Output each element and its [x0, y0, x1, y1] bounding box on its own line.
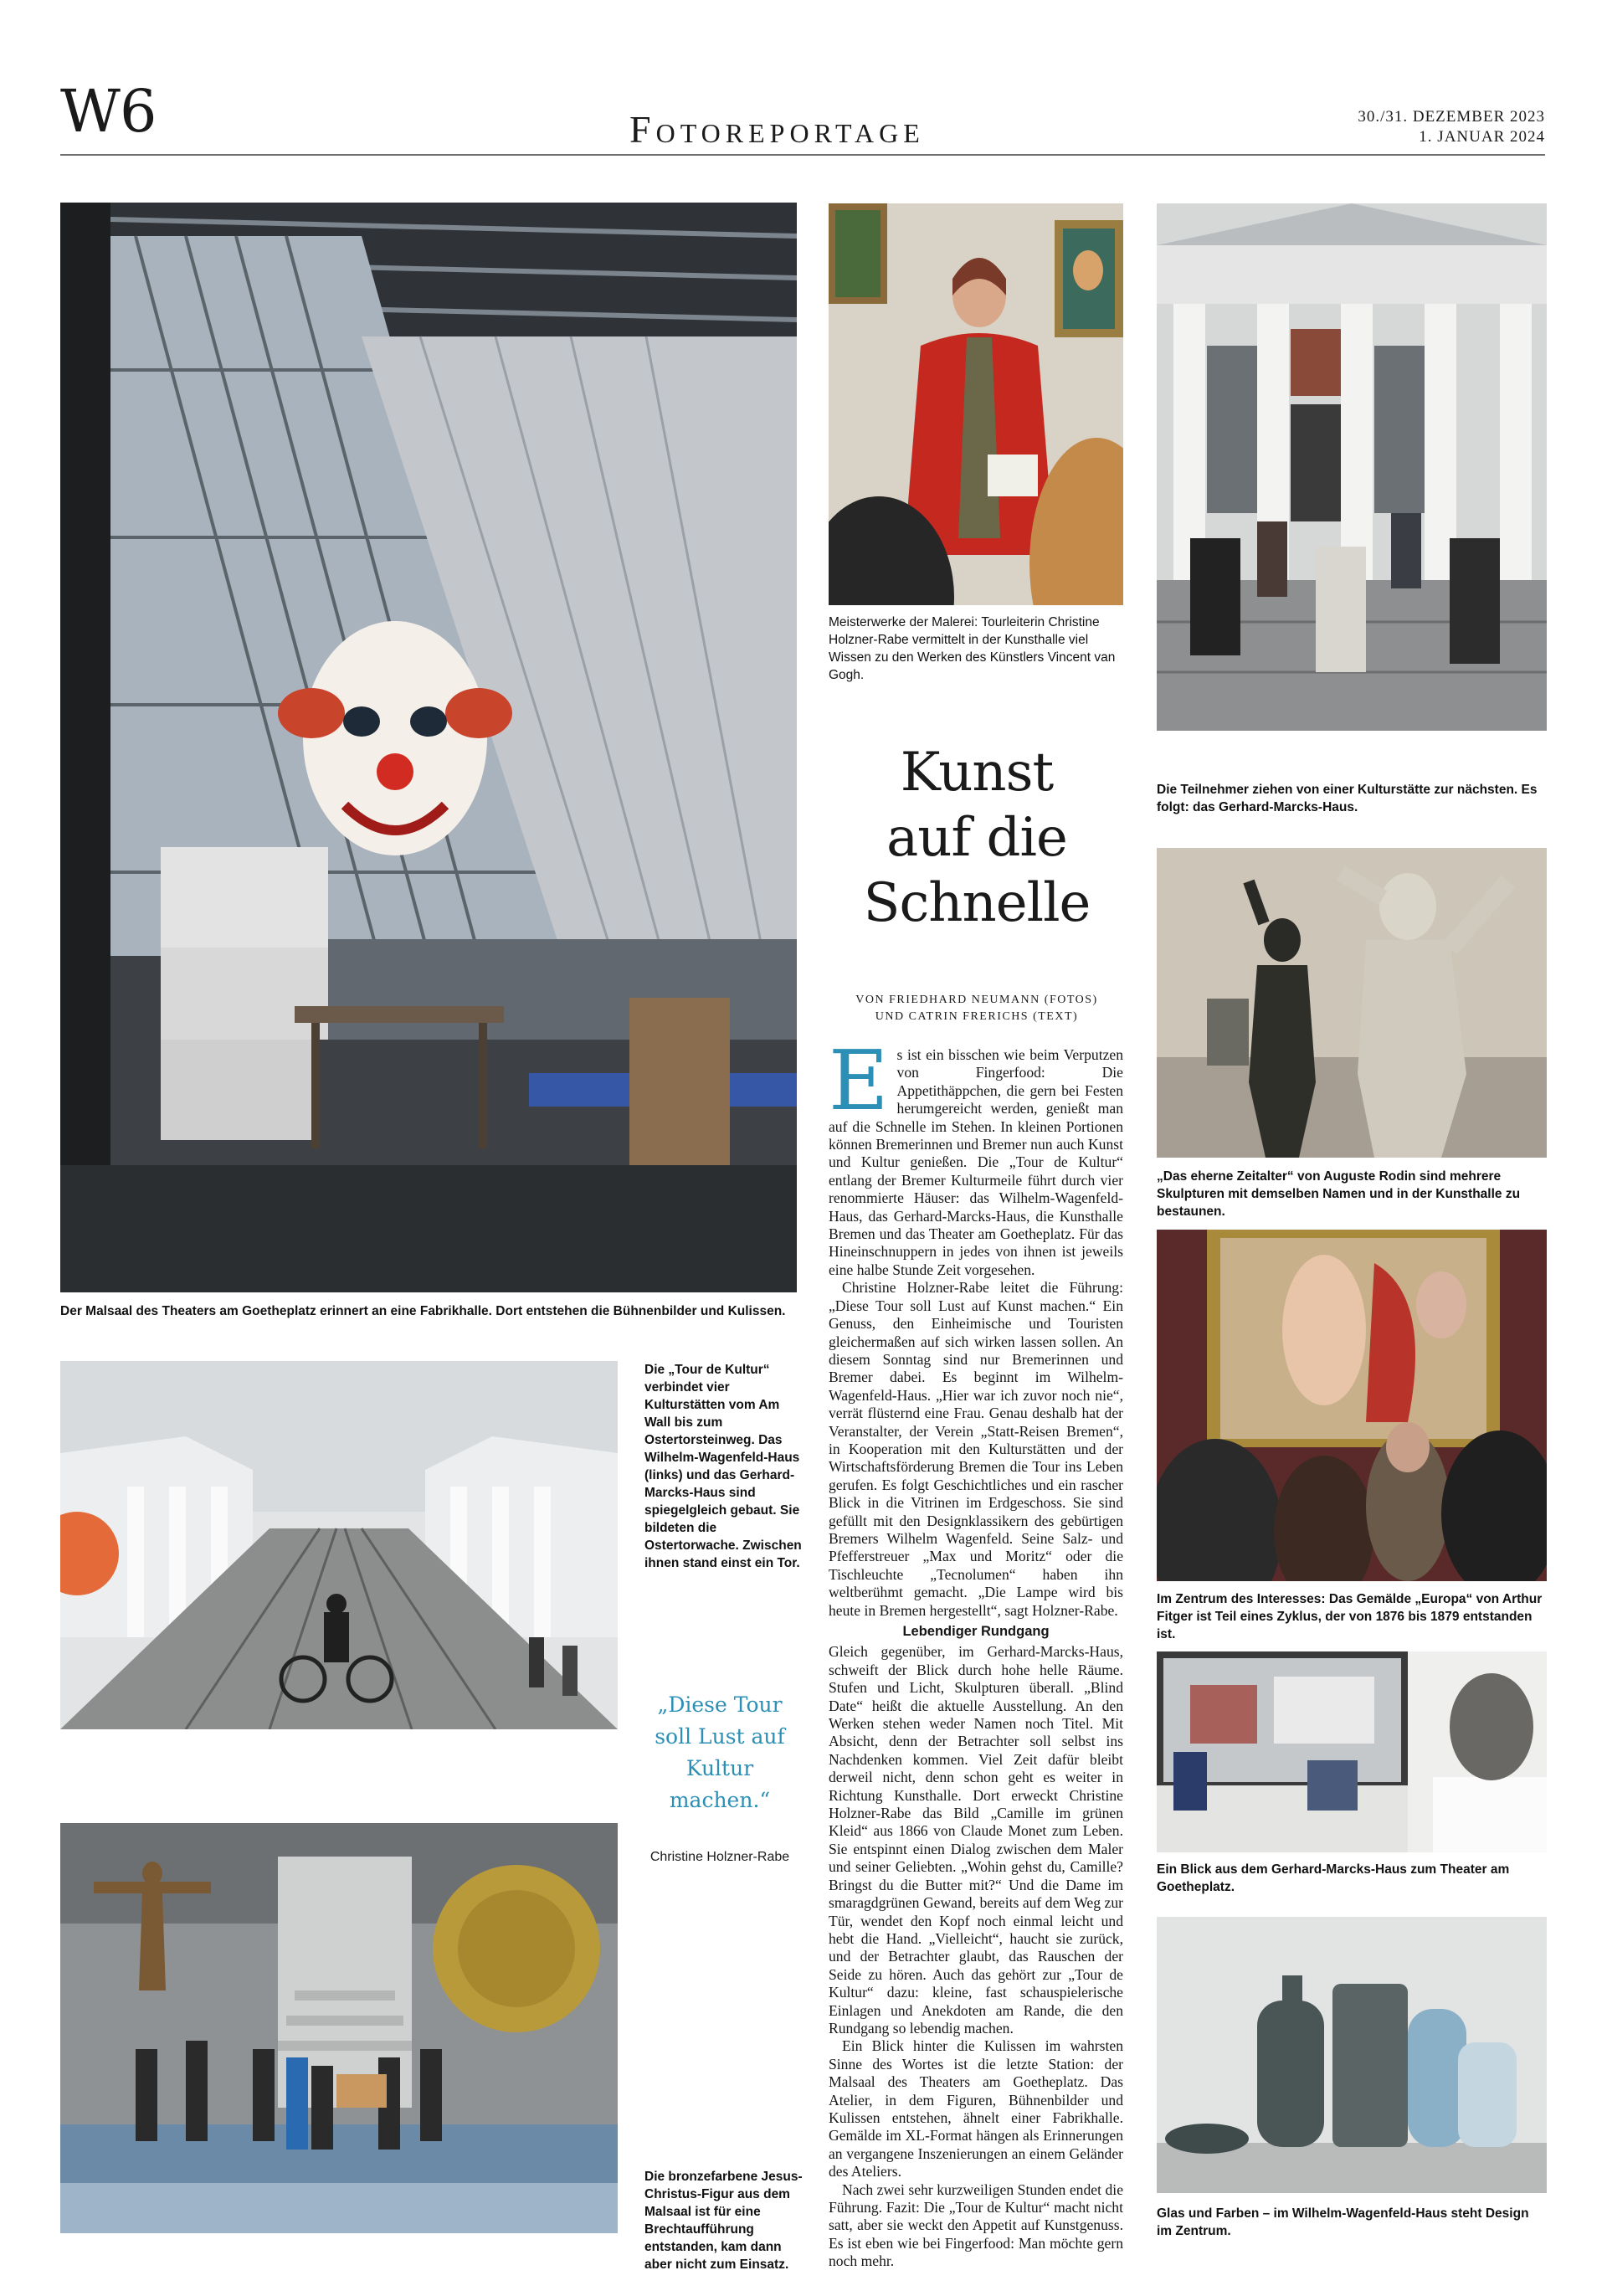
article-paragraph-4: Ein Blick hinter die Kulissen im wahrsten Sinne des Wortes ist die letzte Station: der Malsaal des Theaters am Goetheplatz. Das Atelier, in dem Figuren, Bühnenbilder und Kulissen entstehen, ähnelt einer Fabrikhalle. Gemälde im XL-Format hängen als Erinnerungen an vergangene Inszenierungen an einem Geländer des Ateliers.	[829, 2037, 1123, 2180]
caption-malsaal: Der Malsaal des Theaters am Goetheplatz erinnert an eine Fabrikhalle. Dort entstehen die Bühnenbilder und Kulissen.	[60, 1304, 786, 1318]
jesus-figure-illustration	[60, 1823, 618, 2233]
ausblick-illustration	[1157, 1651, 1547, 1852]
rodin-illustration	[1157, 848, 1547, 1158]
article-paragraph-2: Christine Holzner-Rabe leitet die Führung: „Diese Tour soll Lust auf Kunst machen.“ Ein Genuss, den Einheimische und Touristen gleichermaßen auf sich wirken lassen sollen. An diesem Sonntag sind nur Bremerinnen und Bremer dabei. Es beginnt im Wilhelm-Wagenfeld-Haus. „Hier war ich zuvor noch nie“, verrät flüsternd eine Frau. Genau deshalb hat der Veranstalter, der Verein „Statt-Reisen Bremen“, in Kooperation mit den Kulturstätten und der Wirtschaftsförderung Bremen die Tour ins Leben gerufen. Es folgt Geschichtliches und ein rascher Blick in die Vitrinen im Erdgeschoss. Sie sind gefüllt mit den Designklassikern des gebürtigen Bremers Wilhelm Wagenfeld. Seine Salz- und Pfefferstreuer „Max und Moritz“ oder die Tischleuchte „Tecnolumen“ haben ihn weltberühmt gemacht. „Die Lampe wird bis heute in Bremen hergestellt“, sagt Holzner-Rabe.	[829, 1279, 1123, 1619]
photo-rodin	[1157, 848, 1547, 1158]
pull-quote-author: Christine Holzner-Rabe	[649, 1850, 790, 1864]
article-subhead: Lebendiger Rundgang	[902, 1624, 1050, 1639]
caption-jesus: Die bronzefarbene Jesus-Christus-Figur aus dem Malsaal ist für eine Brechtaufführung entstanden, kam dann aber nicht zum Einsatz.	[644, 2170, 803, 2272]
kunsthalle-illustration	[829, 203, 1123, 605]
photo-kunsthalle-guide	[829, 203, 1123, 605]
photo-marcks-haus	[1157, 203, 1547, 731]
section-title: Fotoreportage	[629, 108, 925, 151]
article-paragraph-5: Nach zwei sehr kurzweiligen Stunden endet die Führung. Fazit: Die „Tour de Kultur“ macht nicht satt, aber sie weckt den Appetit auf Kunstgenuss. Es ist eben wie bei Fingerfood: Man möchte gern noch mehr.	[829, 2180, 1123, 2270]
caption-glas: Glas und Farben – im Wilhelm-Wagenfeld-Haus steht Design im Zentrum.	[1157, 2206, 1529, 2238]
caption-europa: Im Zentrum des Interesses: Das Gemälde „Europa“ von Arthur Fitger ist Teil eines Zyklus, der von 1876 bis 1879 entstanden ist.	[1157, 1592, 1543, 1641]
caption-marcks-haus: Die Teilnehmer ziehen von einer Kulturstätte zur nächsten. Es folgt: das Gerhard-Marcks-Haus.	[1157, 783, 1538, 814]
photo-ausblick	[1157, 1651, 1547, 1852]
issue-date-line-1: 30./31. DEZEMBER 2023	[1358, 108, 1545, 126]
article-paragraph-1: Es ist ein bisschen wie beim Verputzen von Fingerfood: Die Appetithäppchen, die gern bei Festen herumgereicht werden, genießt man auf die Schnelle im Stehen. In kleinen Portionen können Bremerinnen und Bremer nun auch Kunst und Kultur genießen. Die „Tour de Kultur“ entlang der Bremer Kulturmeile führt durch vier renommierte Häuser: das Wilhelm-Wagenfeld-Haus, das Gerhard-Marcks-Haus, die Kunsthalle Bremen und das Theater am Goetheplatz. Für das Hineinschnuppern in jedes von ihnen ist jeweils eine halbe Stunde Zeit vorgesehen.	[829, 1034, 1123, 1278]
article-body	[829, 1034, 1123, 2271]
issue-date-line-2: 1. JANUAR 2024	[1419, 128, 1545, 146]
photo-europa	[1157, 1230, 1547, 1581]
issue-date	[1358, 107, 1545, 147]
drop-cap: E	[829, 1034, 889, 1129]
caption-kunsthalle: Meisterwerke der Malerei: Tourleiterin Christine Holzner-Rabe vermittelt in der Kunsthalle viel Wissen zu den Werken des Künstlers Vincent van Gogh.	[829, 615, 1116, 682]
article-paragraph-3: Gleich gegenüber, im Gerhard-Marcks-Haus, schweift der Blick durch hohe helle Räume. Stufen und Licht, Skulpturen überall. „Blind Date“ heißt die aktuelle Ausstellung. An den Werken stehen weder Namen noch Titel. Mit Absicht, denn der Betrachter soll selbst ins Nachdenken kommen. Viel Zeit dafür bleibt derweil nicht, denn schon geht es weiter in Richtung Kunsthalle. Dort erweckt Christine Holzner-Rabe das Bild „Camille im grünen Kleid“ aus 1866 von Claude Monet zum Leben. Sie entspinnt einen Dialog zwischen dem Maler und seiner Geliebten. „Wohin gehst du, Camille? Bringst du die Butter mit?“ Und die Dame im smaragdgrünen Gewand, bereits auf dem Weg zur Tür, wendet den Kopf noch einmal leicht und hebt die Hand. „Vielleicht“, haucht sie zurück, und der Betrachter glaubt, das Rauschen der Seide zu hören. Auch das gehört zur „Tour de Kultur“ dazu: kleine, fast schauspielerische Einlagen und Anekdoten am Rande, die den Rundgang so lebendig machen.	[829, 1643, 1123, 2037]
photo-jesus-figure	[60, 1823, 618, 2233]
headline-line-2: auf die	[886, 807, 1067, 869]
page-number: W6	[60, 77, 157, 146]
europa-illustration	[1157, 1230, 1547, 1581]
caption-ausblick: Ein Blick aus dem Gerhard-Marcks-Haus zum Theater am Goetheplatz.	[1157, 1862, 1510, 1894]
headline-line-1: Kunst	[900, 742, 1054, 804]
photo-malsaal	[60, 203, 797, 1292]
glas-illustration	[1157, 1917, 1547, 2193]
byline	[830, 992, 1123, 1025]
header-rule	[60, 154, 1545, 156]
photo-glas	[1157, 1917, 1547, 2193]
byline-text: UND CATRIN FRERICHS (TEXT)	[875, 1010, 1079, 1023]
caption-rodin: „Das eherne Zeitalter“ von Auguste Rodin sind mehrere Skulpturen mit demselben Namen und in der Kunsthalle zu bestaunen.	[1157, 1169, 1521, 1219]
photo-ostertor-street	[60, 1361, 618, 1729]
marcks-haus-illustration	[1157, 203, 1547, 731]
caption-ostertor: Die „Tour de Kultur“ verbindet vier Kulturstätten vom Am Wall bis zum Ostertorsteinweg. Das Wilhelm-Wagenfeld-Haus (links) und das Gerhard-Marcks-Haus sind spiegelgleich gebaut. Sie bildeten die Ostertorwache. Zwischen ihnen stand einst ein Tor.	[644, 1363, 802, 1570]
headline-line-3: Schnelle	[863, 872, 1091, 934]
pull-quote: „Diese Tour soll Lust auf Kultur machen.“	[655, 1692, 785, 1812]
article-headline	[830, 740, 1123, 936]
ostertor-illustration	[60, 1361, 618, 1729]
malsaal-illustration	[60, 203, 797, 1292]
byline-photos: VON FRIEDHARD NEUMANN (FOTOS)	[855, 994, 1098, 1006]
